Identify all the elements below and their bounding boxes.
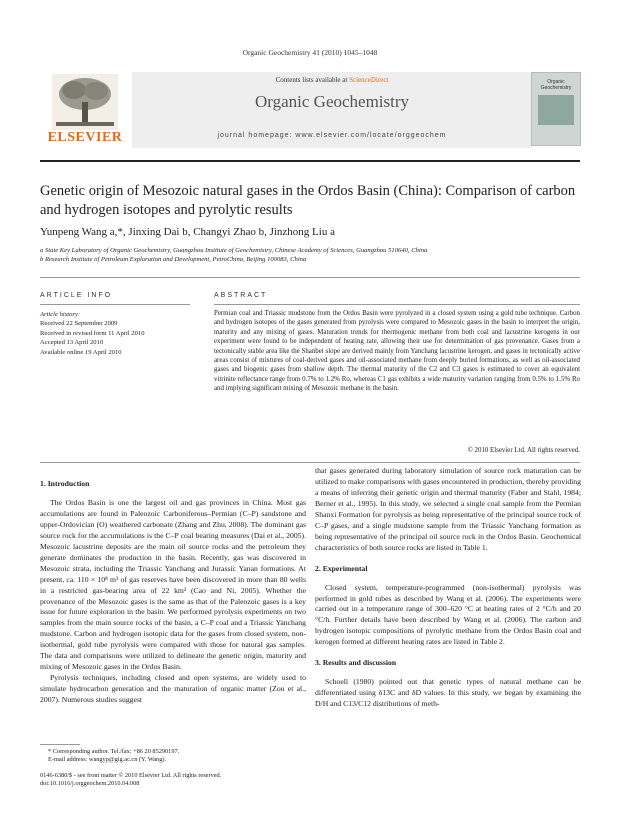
journal-reference: Organic Geochemistry 41 (2010) 1045–1048 [242, 48, 378, 57]
article-info-heading: ARTICLE INFO [40, 292, 113, 299]
experimental-heading: 2. Experimental [315, 563, 368, 573]
right-column [315, 466, 581, 778]
author-email[interactable]: E-mail address: wangyp@gig.ac.cn (Y. Wang). [48, 756, 167, 764]
abstract-copyright: © 2010 Elsevier Ltd. All rights reserved. [467, 447, 580, 454]
results-heading: 3. Results and discussion [315, 658, 397, 668]
affiliation-b: b Research Institute of Petroleum Exploration and Development, PetroChina, Beijing 100083, China [40, 256, 307, 263]
journal-homepage[interactable]: journal homepage: www.elsevier.com/locate/orggeochem [217, 132, 447, 139]
contents-prefix: Contents lists available at [275, 76, 350, 84]
body-rule [40, 462, 580, 463]
cover-image [538, 95, 574, 125]
journal-banner [132, 72, 532, 148]
intro-heading: 1. Introduction [40, 479, 90, 488]
journal-cover [531, 72, 581, 146]
footnote-rule [40, 744, 80, 745]
article-title: Genetic origin of Mesozoic natural gases in the Ordos Basin (China): Comparison of carbon and hydrogen isotopes and pyrolytic results [40, 183, 576, 218]
footnote-block [48, 748, 308, 765]
doi-link[interactable]: doi:10.1016/j.orggeochem.2010.04.008 [40, 780, 140, 788]
article-history [40, 310, 190, 357]
corresponding-author: * Corresponding author. Tel./fax: +86 20 85290197. [48, 748, 180, 755]
publisher-logo [40, 72, 130, 148]
contents-line [132, 76, 532, 84]
journal-header [40, 72, 580, 150]
history-label: Article history: [40, 311, 81, 318]
history-online: Available online 19 April 2010 [40, 348, 122, 356]
abstract-heading: ABSTRACT [214, 292, 268, 299]
history-accepted: Accepted 13 April 2010 [40, 339, 104, 347]
cover-title: Organic Geochemistry [540, 79, 572, 91]
affiliation-rule [40, 277, 580, 278]
results-paragraph: Schoell (1980) pointed out that genetic types of natural methane can be differentiated using δ13C and δD values. In this study, we began by examining the D/H and C13/C12 distributions of meth- [315, 677, 581, 709]
intro-paragraph-2: Pyrolysis techniques, including closed and open systems, are widely used to simulate hydrocarbon generation and the maturation of organic matter (Zou et al., 2007). Numerous studies suggest [40, 673, 306, 705]
article-authors: Yunpeng Wang a,*, Jinxing Dai b, Changyi Zhao b, Jinzhong Liu a [40, 226, 335, 238]
abstract-rule [214, 304, 580, 305]
intro-paragraph-1: The Ordos Basin is one the largest oil and gas provinces in China. Most gas accumulations are found in Paleozoic Carboniferous–Permian (C–P) sandstone and upper-Ordovician (O) weathered carbonate (Zhang and Zhu, 2008). The dominant gas source rock for the accumulations is the C–P coal bearing measures (Dai et al., 2005). Mesozoic lacustrine deposits are the main oil source rocks and the petroleum they generate dominates the production in the basin. Recently, gas was discovered in Mesozoic strata, including the Triassic Yanchang and Jurassic Yanan formations. At present, ca. 110 × 10⁸ m³ of gas reserves have been discovered in more than 80 wells in a restricted gas-bearing area of 22 km² (Cao and Ni, 2005). Whether the provenance of the Mesozoic gases is the same as that of the Paleozoic gases is a key issue for future exploration in the basin. We performed pyrolysis experiments on two samples from the main source rocks of the basin, a C–P coal and a Triassic Yanchang mudstone. Carbon and hydrogen isotopic data for the gases from closed system, non-isothermal, gold tube pyrolysis were compared with those for natural gas samples. The data and comparisons were utilized to delineate the genetic origin, maturity and mixing of Mesozoic gases in the Ordos Basin. [40, 497, 306, 672]
history-revised: Received in revised form 11 April 2010 [40, 329, 145, 337]
affiliation-a: a State Key Laboratory of Organic Geochemistry, Guangzhou Institute of Geochemistry, Chinese Academy of Sciences, Guangzhou 510640, China [40, 247, 428, 254]
issn-line: 0146-6380/$ - see front matter © 2010 Elsevier Ltd. All rights reserved. [40, 772, 222, 779]
experimental-paragraph: Closed system, temperature-programmed (non-isothermal) pyrolysis was performed in gold tubes as described by Wang et al. (2006). The experiments were carried out in a temperature range of 300–620 °C at heating rates of 2 °C/h and 20 °C/h. Further details have been described by Wang et al. (2006). The carbon and hydrogen isotopic compositions of pyrolytic methane from the Ordos Basin coal and kerogen formed at different heating rates are listed in Table 2. [315, 582, 581, 647]
left-column [40, 479, 306, 741]
elsevier-tree-icon [52, 74, 118, 130]
publisher-name: ELSEVIER [47, 130, 123, 145]
abstract-text: Permian coal and Triassic mudstone from the Ordos Basin were pyrolyzed in a closed system using a gold tube technique. Carbon and hydrogen isotopes of the gases generated from pyrolysis were compared to Mesozoic gases in the basin to interpret the origin, maturity and any mixing of gases. Maturation trends for thermogenic methane from both coal and lacustrine kerogens in our experiment were found to be independent of heating rate, allowing their use for determination of gas provenance. Gases from a tectonically stable area like the Shanbei slope are derived mainly from Yanchang lacustrine kerogen, and gases in tectonically active areas consist of mixtures of coal-derived gases and oil-associated methane from deeply buried formations, as well as oil-associated gases and biogenic gases from shallow depth. The thermal maturity of the C2 and C3 gases is estimated to cover an equivalent vitrinite reflectance range from 0.7% to 1.2% Ro, whereas C1 gas exhibits a wide maturity variation ranging from 0.5% to 1.5% Ro and implying significant mixing of Mesozoic methane in the basin. [214, 310, 580, 393]
journal-title: Organic Geochemistry [254, 92, 410, 111]
right-paragraph-1: that gases generated during laboratory simulation of source rock maturation can be utilized to make comparisons with gases encountered in production, thereby providing a means of inferring their genetic origin and thermal maturity (Faber and Stahl, 1984; Berner et al., 1995). In this study, we selected a single coal sample from the Permian Shanxi Formation for pyrolysis as being representative of the principal source rock of C–P gases, and a single mudstone sample from the Triassic Yanchang formation as being representative of the principal oil source rock in the Ordos Basin. Geochemical characteristics of both source rocks are listed in Table 1. [315, 466, 581, 552]
header-rule [40, 160, 580, 162]
history-received: Received 22 September 2009 [40, 320, 118, 328]
front-matter [40, 772, 320, 789]
article-info-rule [40, 304, 190, 305]
sciencedirect-link[interactable]: ScienceDirect [349, 76, 389, 84]
